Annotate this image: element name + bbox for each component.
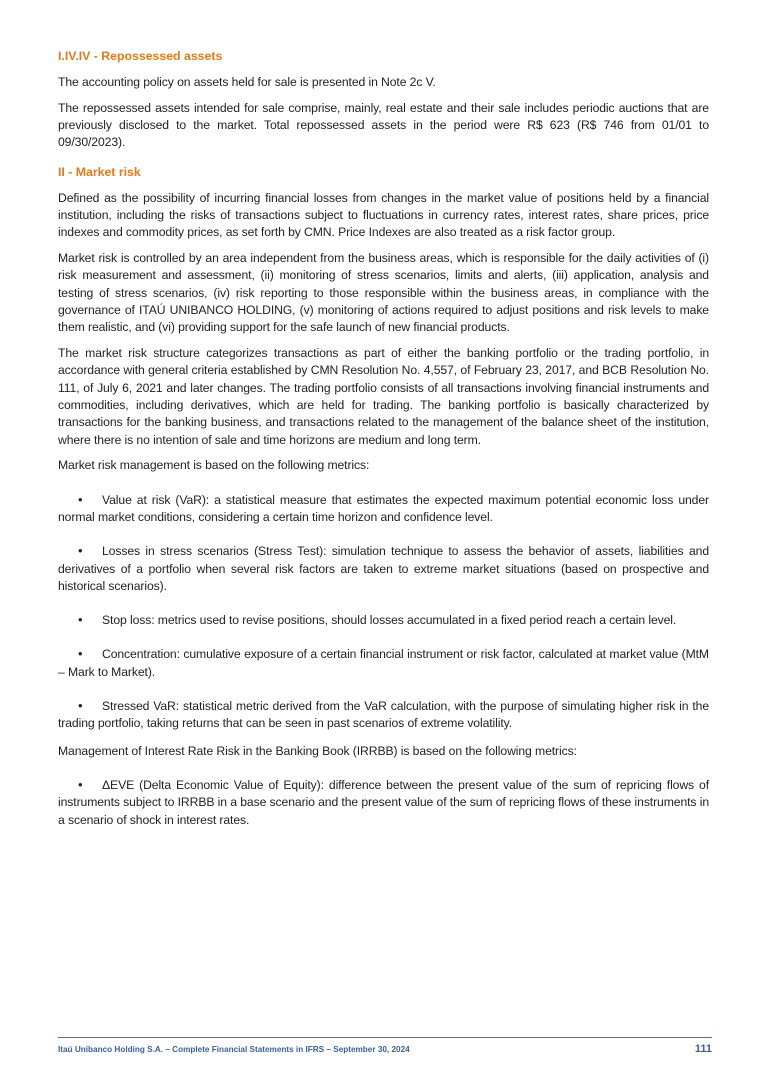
list-item: • ΔEVE (Delta Economic Value of Equity): difference between the present value of the sum of repricing flows of instruments subject to IRRBB in a base scenario and the present value of the sum of repricing flows of these instruments in a scenario of shock in interest rates.: [58, 776, 709, 827]
paragraph: Defined as the possibility of incurring financial losses from changes in the market value of positions held by a financial institution, including the risks of transactions subject to fluctuations in currency rates, interest rates, share prices, price indexes and commodity prices, as set forth by CMN. Price Indexes are also treated as a risk factor group.: [58, 190, 709, 240]
page-footer: [58, 1037, 712, 1055]
bullet-icon: •: [78, 491, 83, 507]
bullet-icon: •: [78, 776, 83, 792]
list-item: • Stressed VaR: statistical metric derived from the VaR calculation, with the purpose of simulating higher risk in the trading portfolio, taking returns that can be seen in past scenarios of extreme volatility.: [58, 698, 709, 731]
list-item: • Stop loss: metrics used to revise positions, should losses accumulated in a fixed period reach a certain level.: [78, 612, 677, 628]
footer-document-title: Itaú Unibanco Holding S.A. – Complete Financial Statements in IFRS – September 30, 2024: [58, 1045, 410, 1054]
page-number: 111: [694, 1043, 712, 1055]
list-item: • Value at risk (VaR): a statistical measure that estimates the expected maximum potential economic loss under normal market conditions, considering a certain time horizon and confidence level.: [58, 491, 709, 524]
document-body: [58, 48, 709, 839]
paragraph: The market risk structure categorizes transactions as part of either the banking portfolio or the trading portfolio, in accordance with general criteria established by CMN Resolution No. 4,557, of February 23, 2017, and BCB Resolution No. 111, of July 6, 2021 and later changes. The trading portfolio consists of all transactions involving financial instruments and commodities, including derivatives, which are held for trading. The banking portfolio is basically characterized by transactions for the banking business, and transactions related to the management of the balance sheet of the institution, where there is no intention of sale and time horizons are medium and long term.: [58, 346, 709, 447]
paragraph: The repossessed assets intended for sale comprise, mainly, real estate and their sale includes periodic auctions that are previously disclosed to the market. Total repossessed assets in the period were R$ 623 (R$ 746 from 01/01 to 09/30/2023).: [58, 100, 709, 150]
bullet-icon: •: [78, 698, 83, 714]
list-item: • Concentration: cumulative exposure of a certain financial instrument or risk factor, calculated at market value (MtM – Mark to Market).: [58, 646, 709, 679]
bullet-icon: •: [78, 612, 83, 628]
section-heading-repossessed-assets: I.IV.IV - Repossessed assets: [58, 49, 223, 63]
list-item: • Losses in stress scenarios (Stress Test): simulation technique to assess the behavior of assets, liabilities and derivatives of a portfolio when several risk factors are taken to extreme market situations (based on prospective and historical scenarios).: [58, 543, 709, 593]
bullet-icon: •: [78, 543, 83, 559]
paragraph: Market risk is controlled by an area independent from the business areas, which is responsible for the daily activities of (i) risk measurement and assessment, (ii) monitoring of stress scenarios, limits and alerts, (iii) application, analysis and testing of stress scenarios, (iv) risk reporting to those responsible within the business areas, in compliance with the governance of ITAÚ UNIBANCO HOLDING, (v) monitoring of actions required to adjust positions and risk levels to make them realistic, and (vi) providing support for the safe launch of new financial products.: [58, 251, 709, 335]
bullet-icon: •: [78, 646, 83, 662]
section-heading-market-risk: II - Market risk: [58, 164, 141, 179]
paragraph: Market risk management is based on the following metrics:: [58, 458, 370, 473]
paragraph: The accounting policy on assets held for sale is presented in Note 2c V.: [58, 75, 436, 89]
paragraph: Management of Interest Rate Risk in the Banking Book (IRRBB) is based on the following metrics:: [58, 743, 577, 758]
